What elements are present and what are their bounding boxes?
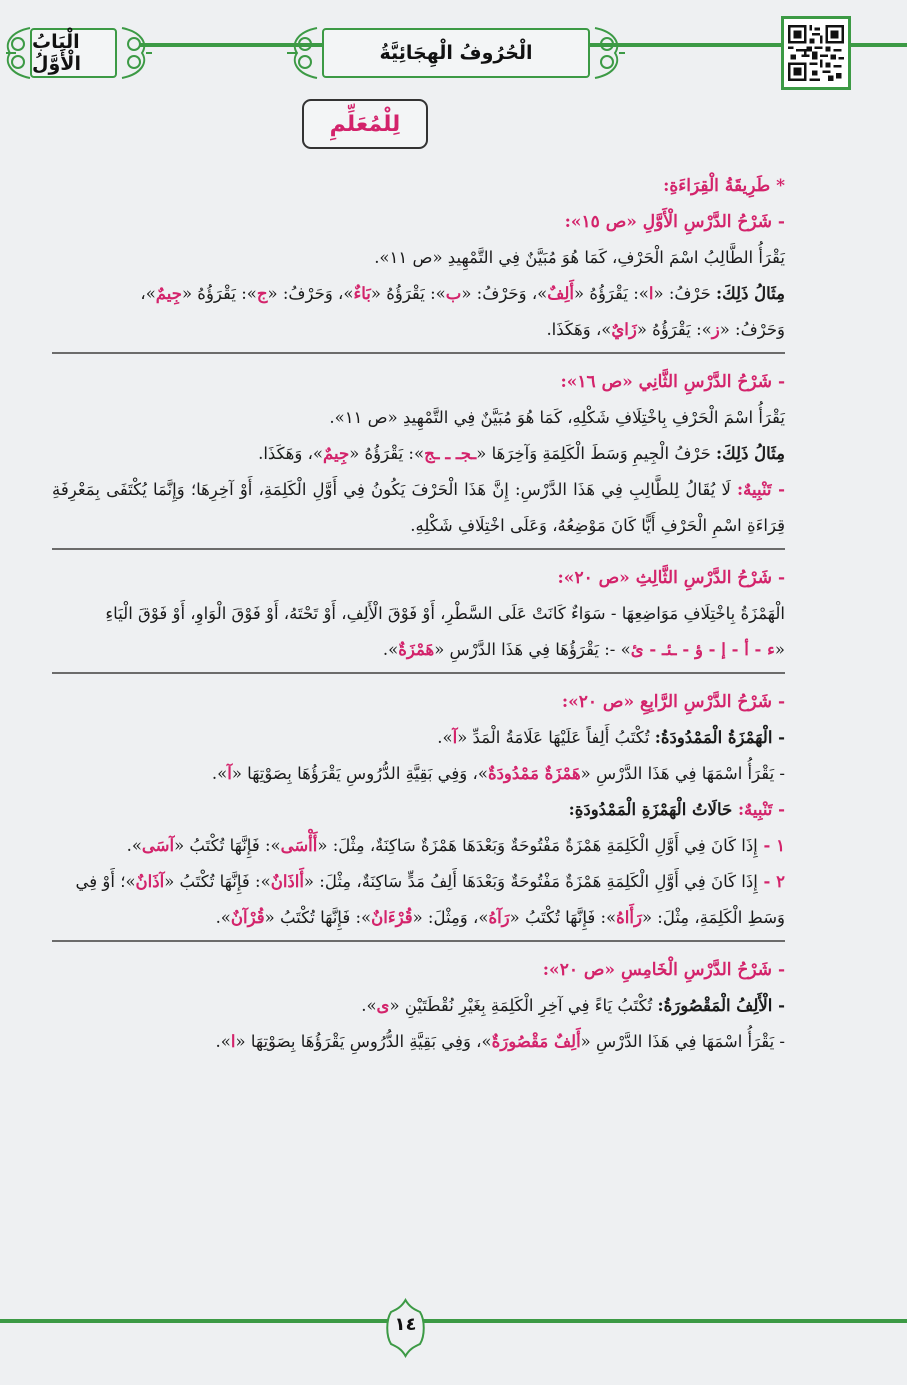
arabesque-ornament-icon <box>118 24 152 82</box>
lesson-1 <box>52 204 785 354</box>
qr-code-icon[interactable] <box>781 16 851 90</box>
lesson-heading: - شَرْحُ الدَّرْسِ الْأَوَّلِ «ص ١٥»: <box>564 212 785 232</box>
lesson-heading: - شَرْحُ الدَّرْسِ الْخَامِسِ «ص ٢٠»: <box>542 960 785 980</box>
chapter-label: الْبَابُ الْأَوَّلُ <box>32 31 81 75</box>
example-line: وَحَرْفُ: «ز»: يَقْرَؤُهُ «زَايٌ»، وَهَكَذَا. <box>546 320 785 339</box>
lesson-2 <box>52 364 785 550</box>
case-item-2: ٢ - إِذَا كَانَ فِي أَوَّلِ الْكَلِمَةِ هَمْزَةٌ مَفْتُوحَةٌ وَبَعْدَهَا أَلِفُ مَدٍّ سَاكِنَةٌ، مِثْلَ: «أَاذَانٌ»: فَإِنَّهَا تُكْتَبُ «آذَانٌ»؛ أَوْ فِي <box>75 872 785 891</box>
arabesque-ornament-icon <box>287 24 321 82</box>
lesson-heading: - شَرْحُ الدَّرْسِ الثَّالِثِ «ص ٢٠»: <box>557 568 785 588</box>
lesson-paragraph: يَقْرَأُ اسْمَ الْحَرْفِ بِاخْتِلَافِ شَكْلِهِ، كَمَا هُوَ مُبَيَّنٌ فِي التَّمْهِيدِ «ص ١١». <box>329 408 785 427</box>
lesson-heading: - شَرْحُ الدَّرْسِ الرَّابِعِ «ص ٢٠»: <box>561 692 785 712</box>
case-item-1: ١ - إِذَا كَانَ فِي أَوَّلِ الْكَلِمَةِ هَمْزَةٌ مَفْتُوحَةٌ وَبَعْدَهَا هَمْزَةٌ سَاكِنَةٌ، مِثْلَ: «أَأْسَى»: فَإِنَّهَا تُكْتَبُ «آسَى». <box>126 836 785 855</box>
example-line: مِثَالُ ذَلِكَ: حَرْفُ الْجِيمِ وَسَطَ الْكَلِمَةِ وَآخِرَهَا «ـجـ ـ ـج»: يَقْرَؤُهُ «جِيمٌ»، وَهَكَذَا. <box>258 444 785 463</box>
note-line: - تَنْبِيهٌ: حَالَاتُ الْهَمْزَةِ الْمَمْدُودَةِ: <box>568 800 785 819</box>
lesson-paragraph: - يَقْرَأُ اسْمَهَا فِي هَذَا الدَّرْسِ «هَمْزَةٌ مَمْدُودَةٌ»، وَفِي بَقِيَّةِ الدُّرُوسِ يَقْرَؤُهَا بِصَوْتِهَا «آ». <box>211 764 785 783</box>
lesson-paragraph: - الْهَمْزَةُ الْمَمْدُودَةُ: تُكْتَبُ أَلِفاً عَلَيْهَا عَلَامَةُ الْمَدِّ «آ». <box>437 728 785 747</box>
page-content <box>52 168 785 1060</box>
lesson-4 <box>52 684 785 942</box>
lesson-paragraph: يَقْرَأُ الطَّالِبُ اسْمَ الْحَرْفِ، كَمَا هُوَ مُبَيَّنٌ فِي التَّمْهِيدِ «ص ١١». <box>374 248 785 267</box>
page-number: ١٤ <box>394 1314 417 1335</box>
section-title: الْحُرُوفُ الْهِجَائِيَّةُ <box>379 42 533 64</box>
teacher-label-box <box>302 99 428 149</box>
lesson-heading: - شَرْحُ الدَّرْسِ الثَّانِي «ص ١٦»: <box>560 372 785 392</box>
lesson-3 <box>52 560 785 674</box>
case-item-2-continued: وَسَطِ الْكَلِمَةِ، مِثْلَ: «رَأَاهُ»: فَإِنَّهَا تُكْتَبُ «رَآهُ»، وَمِثْلَ: «قُرْءَانٌ»: فَإِنَّهَا تُكْتَبُ «قُرْآنٌ». <box>215 908 785 927</box>
arabesque-ornament-icon <box>0 24 34 82</box>
section-divider <box>52 548 785 550</box>
chapter-banner <box>30 28 117 78</box>
section-divider <box>52 672 785 674</box>
example-line: مِثَالُ ذَلِكَ: حَرْفُ: «ا»: يَقْرَؤُهُ «أَلِفٌ»، وَحَرْفُ: «ب»: يَقْرَؤُهُ «بَاءٌ»، وَحَرْفُ: «ج»: يَقْرَؤُهُ «جِيمٌ»، <box>140 284 785 303</box>
lesson-5 <box>52 952 785 1060</box>
lesson-paragraph: - الْأَلِفُ الْمَقْصُورَةُ: تُكْتَبُ يَاءً فِي آخِرِ الْكَلِمَةِ بِغَيْرِ نُقْطَتَيْنِ «ى». <box>361 996 785 1015</box>
footer-rule <box>0 1319 907 1323</box>
lesson-paragraph: الْهَمْزَةُ بِاخْتِلَافِ مَوَاضِعِهَا - سَوَاءٌ كَانَتْ عَلَى السَّطْرِ، أَوْ فَوْقَ الْأَلِفِ، أَوْ تَحْتَهُ، أَوْ فَوْقَ الْوَاوِ، أَوْ فَوْقَ الْيَاءِ <box>105 604 785 623</box>
section-divider <box>52 352 785 354</box>
lesson-paragraph: «ء - أ - إ - ؤ - ـئـ - ئ» -: يَقْرَؤُهَا فِي هَذَا الدَّرْسِ «هَمْزَةٌ». <box>382 640 785 659</box>
section-divider <box>52 940 785 942</box>
teacher-label: لِلْمُعَلِّمِ <box>329 111 401 137</box>
arabesque-ornament-icon <box>591 24 625 82</box>
section-title-banner <box>322 28 590 78</box>
reading-method-heading: * طَرِيقَةُ الْقِرَاءَةِ: <box>663 176 785 196</box>
note-paragraph: - تَنْبِيهٌ: لَا يُقَالُ لِلطَّالِبِ فِي هَذَا الدَّرْسِ: إِنَّ هَذَا الْحَرْفَ يَكُونُ فِي أَوَّلِ الْكَلِمَةِ، أَوْ آخِرِهَا؛ وَإِنَّمَا يُكْتَفَى بِمَعْرِفَةِ قِرَاءَةِ اسْمِ الْحَرْفِ أَيًّا كَانَ مَوْضِعُهُ، وَعَلَى اخْتِلَافِ شَكْلِهِ. <box>52 480 785 535</box>
lesson-paragraph: - يَقْرَأُ اسْمَهَا فِي هَذَا الدَّرْسِ «أَلِفٌ مَقْصُورَةٌ»، وَفِي بَقِيَّةِ الدُّرُوسِ يَقْرَؤُهَا بِصَوْتِهَا «ا». <box>215 1032 785 1051</box>
